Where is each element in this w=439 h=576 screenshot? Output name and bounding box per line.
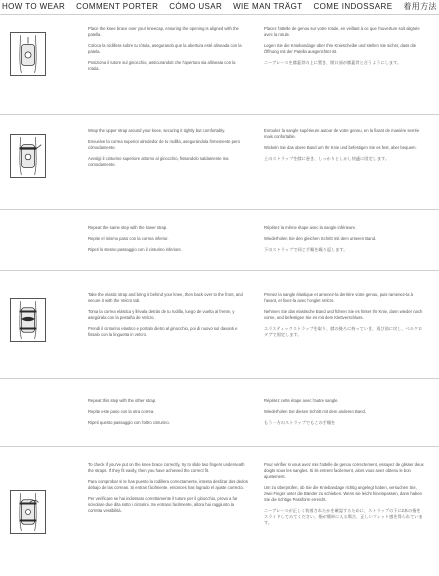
step-2-text-de: Wickeln Sie das obere Band um Ihr Knie und befestigen Sie es fest, aber bequem. — [264, 145, 417, 150]
step-2-text-fr: Enroulez la sangle supérieure autour de votre genou, en la fixant de manière serrée mais confortable. — [264, 128, 420, 139]
step-5-text-en: Repeat this step with the other strap. — [88, 398, 157, 403]
divider — [0, 446, 439, 447]
header-tab-it: COME INDOSSARE — [313, 1, 393, 11]
knee-brace-step-6-icon — [10, 490, 46, 534]
divider — [0, 14, 439, 15]
step-5-text-ja: もう一方のストラップでもこの手順を — [264, 420, 336, 425]
step-3-text-en: Repeat the same step with the lower strap. — [88, 225, 168, 230]
step-5-text-de: Wiederholen Sie diesen Schritt mit dem anderen Band. — [264, 409, 366, 414]
step-5-text-it: Ripeti questo passaggio con l'altro cinturino. — [88, 420, 170, 425]
step-2-text-es: Envuelve la correa superior alrededor de tu rodilla, asegurándola firmemente pero cómodamente. — [88, 139, 240, 150]
step-4-text-en: Take the elastic strap and bring it behind your knee, then back over to the front, and secure it with the Velcro tab. — [88, 292, 243, 303]
knee-brace-step-1-icon — [10, 32, 46, 76]
step-6-text-de: Um zu überprüfen, ob Sie die Kniebandage richtig angelegt haben, versuchen Sie, zwei Finger unter die Bänder zu schieben. Wenn sie leicht hineinpassen, dann haben Sie die richtige Passform erreicht. — [264, 485, 422, 502]
step-1-text-en: Place the knee brace over your kneecap, ensuring the opening is aligned with the patella. — [88, 26, 239, 37]
step-4-text-ja: エラスティックストラップを取り、膝の後ろに持っていき、再び前に戻し、ベルクロタブで固定します。 — [264, 326, 423, 337]
step-1-text-fr: Placez l'attelle de genou sur votre rotule, en veillant à ce que l'ouverture soit alignée avec la rotule. — [264, 26, 420, 37]
step-2-text-en: Wrap the upper strap around your knee, securing it tightly but comfortably. — [88, 128, 226, 133]
language-header — [0, 0, 439, 12]
divider — [0, 378, 439, 379]
step-5-text-fr: Répétez cette étape avec l'autre sangle. — [264, 398, 339, 403]
divider — [0, 270, 439, 271]
step-3-text-de: Wiederholen Sie den gleichen Schritt mit dem unteren Band. — [264, 236, 377, 241]
knee-brace-step-4-icon — [10, 298, 46, 342]
step-1-text-de: Legen Sie die Kniebandage über Ihre Kniescheibe und stellen Sie sicher, dass die Öffnung mit der Patella ausgerichtet ist. — [264, 43, 417, 54]
step-2-text-ja: 上のストラップを膝に巻き、しっかりとしかし快適に固定します。 — [264, 156, 390, 161]
divider — [0, 114, 439, 115]
step-4-text-fr: Prenez la sangle élastique et amenez-la derrière votre genou, puis ramenez-la à l'avant, et fixez-la avec l'onglet Velcro. — [264, 292, 413, 303]
step-6-text-en: To check if you've put on the knee brace correctly, try to slide two fingers underneath the straps. If they fit easily, then you have achieved the correct fit. — [88, 462, 245, 473]
step-4-text-es: Toma la correa elástica y llévala detrás de tu rodilla, luego de vuelta al frente, y asegúrala con la pestaña de Velcro. — [88, 309, 235, 320]
step-6-text-es: Para comprobar si te has puesto la rodillera correctamente, intenta deslizar dos dedos debajo de las correas. Si entran fácilmente, entonces has logrado el ajuste correcto. — [88, 479, 248, 490]
step-1-text-ja: ニーブレースを膝蓋骨の上に置き、開口部が膝蓋骨と合うようにします。 — [264, 60, 402, 65]
step-6-text-fr: Pour vérifier si vous avez mis l'attelle de genou correctement, essayez de glisser deux doigts sous les sangles. Si ils entrent facilement, alors vous avez obtenu le bon ajustement. — [264, 462, 424, 479]
step-1-text-es: Coloca la rodillera sobre tu rótula, asegurando que la abertura esté alineada con la patela. — [88, 43, 242, 54]
step-1-text-it: Posiziona il tutore sul ginocchio, assicurandoti che l'apertura sia allineata con la rotula. — [88, 60, 236, 71]
step-4-text-de: Nehmen Sie das elastische Band und führen Sie es hinter Ihr Knie, dann wieder nach vorne, und befestigen Sie es mit dem Klettverschluss. — [264, 309, 423, 320]
header-tab-es: CÓMO USAR — [169, 1, 223, 11]
step-3-text-es: Repite el mismo paso con la correa inferior. — [88, 236, 169, 241]
step-4-text-it: Prendi il cinturino elastico e portalo dietro al ginocchio, poi di nuovo sul davanti e fissalo con la linguetta in velcro. — [88, 326, 238, 337]
header-tab-en: HOW TO WEAR — [2, 1, 66, 11]
knee-brace-step-2-icon — [10, 134, 46, 178]
step-5-text-es: Repite este paso con la otra correa. — [88, 409, 155, 414]
header-tab-ja: 着用方法 — [403, 1, 437, 11]
step-3-text-it: Ripeti lo stesso passaggio con il cinturino inferiore. — [88, 247, 183, 252]
step-2-text-it: Avvolgi il cinturino superiore attorno al ginocchio, fissandolo saldamente ma comodamente. — [88, 156, 229, 167]
step-6-text-ja: ニーブレースが正しく装着されたかを確認するために、ストラップの下に2本の指をスライドしてみてください。指が簡単に入る場合、正しいフィット感を得られています。 — [264, 508, 423, 525]
header-tab-de: WIE MAN TRÄGT — [233, 1, 303, 11]
step-3-text-ja: 下のストラップで同じ手順を繰り返します。 — [264, 247, 348, 252]
step-6-text-it: Per verificare se hai indossato correttamente il tutore per il ginocchio, prova a far scivolare due dita sotto i cinturini. Se entrano facilmente, allora hai raggiunto la corretta vestibilità. — [88, 496, 238, 513]
step-3-text-fr: Répétez la même étape avec la sangle inférieure. — [264, 225, 357, 230]
divider — [0, 209, 439, 210]
header-tab-fr: COMMENT PORTER — [76, 1, 159, 11]
